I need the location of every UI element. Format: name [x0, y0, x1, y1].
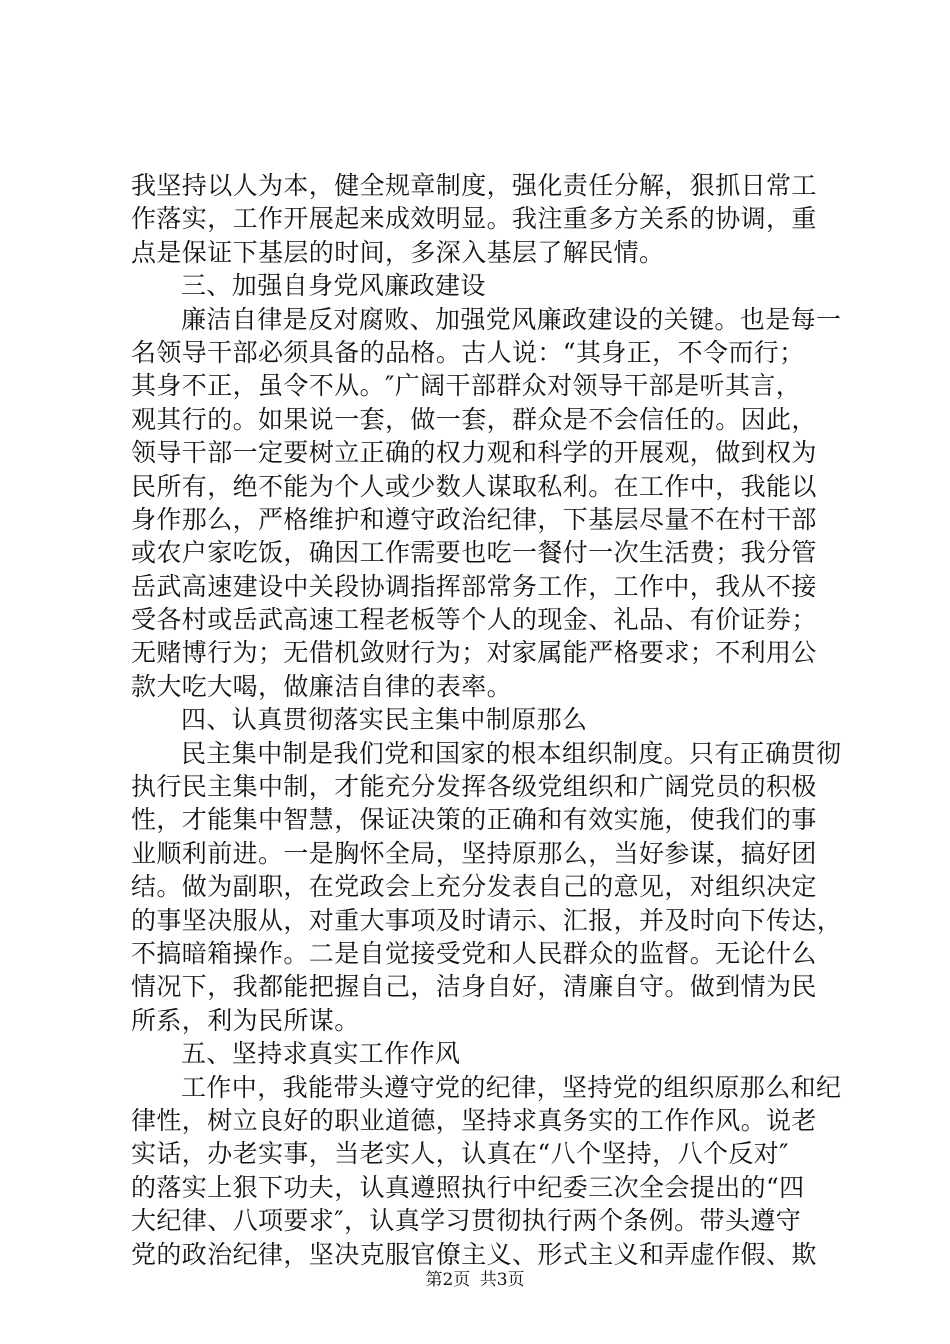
- text-line: 性，才能集中智慧，保证决策的正确和有效实施，使我们的事: [131, 805, 817, 835]
- text-line: 作落实，工作开展起来成效明显。我注重多方关系的协调，重: [131, 204, 817, 234]
- page-number: 第2页: [425, 1270, 471, 1290]
- text-line: 律性，树立良好的职业道德，坚持求真务实的工作作风。说老: [131, 1105, 817, 1135]
- page-footer: [0, 1270, 950, 1290]
- text-line: 领导干部一定要树立正确的权力观和科学的开展观，做到权为: [131, 438, 817, 468]
- text-line: 身作那么，严格维护和遵守政治纪律，下基层尽量不在村干部: [131, 504, 817, 534]
- section-heading: 四、认真贯彻落实民主集中制原那么: [181, 705, 588, 735]
- section-heading: 三、加强自身党风廉政建设: [181, 271, 486, 301]
- text-line: 的事坚决服从，对重大事项及时请示、汇报，并及时向下传达，: [131, 905, 843, 935]
- text-line: 所系，利为民所谋。: [131, 1005, 360, 1035]
- text-line: 不搞暗箱操作。二是自觉接受党和人民群众的监督。无论什么: [131, 938, 817, 968]
- section-heading: 五、坚持求真实工作作风: [181, 1039, 461, 1069]
- text-line: 其身不正，虽令不从。″广阔干部群众对领导干部是听其言，: [131, 371, 802, 401]
- text-line: 民所有，绝不能为个人或少数人谋取私利。在工作中，我能以: [131, 471, 817, 501]
- text-line: 受各村或岳武高速工程老板等个人的现金、礼品、有价证券；: [131, 605, 817, 635]
- text-line: 廉洁自律是反对腐败、加强党风廉政建设的关键。也是每一: [181, 304, 842, 334]
- text-line: 党的政治纪律，坚决克服官僚主义、形式主义和弄虚作假、欺: [131, 1239, 817, 1269]
- text-line: 结。做为副职，在党政会上充分发表自己的意见，对组织决定: [131, 872, 817, 902]
- text-line: 或农户家吃饭，确因工作需要也吃一餐付一次生活费；我分管: [131, 538, 817, 568]
- text-line: 款大吃大喝，做廉洁自律的表率。: [131, 671, 513, 701]
- text-line: 名领导干部必须具备的品格。古人说：“其身正，不令而行；: [131, 337, 805, 367]
- text-line: 民主集中制是我们党和国家的根本组织制度。只有正确贯彻: [181, 738, 842, 768]
- text-line: 实话，办老实事，当老实人，认真在“八个坚持，八个反对″: [131, 1139, 789, 1169]
- text-line: 观其行的。如果说一套，做一套，群众是不会信任的。因此，: [131, 404, 817, 434]
- page-total: 共3页: [479, 1270, 525, 1290]
- text-line: 我坚持以人为本，健全规章制度，强化责任分解，狠抓日常工: [131, 171, 817, 200]
- text-line: 大纪律、八项要求″，认真学习贯彻执行两个条例。带头遵守: [131, 1206, 802, 1236]
- text-line: 情况下，我都能把握自己，洁身自好，清廉自守。做到情为民: [131, 972, 817, 1002]
- text-line: 工作中，我能带头遵守党的纪律，坚持党的组织原那么和纪: [181, 1072, 842, 1102]
- text-line: 的落实上狠下功夫，认真遵照执行中纪委三次全会提出的“四: [131, 1172, 805, 1202]
- text-line: 岳武高速建设中关段协调指挥部常务工作，工作中，我从不接: [131, 571, 817, 601]
- text-line: 业顺利前进。一是胸怀全局，坚持原那么，当好参谋，搞好团: [131, 838, 817, 868]
- text-line: 点是保证下基层的时间，多深入基层了解民情。: [131, 237, 665, 267]
- text-line: 执行民主集中制，才能充分发挥各级党组织和广阔党员的积极: [131, 772, 817, 802]
- text-line: 无赌博行为；无借机敛财行为；对家属能严格要求；不利用公: [131, 638, 817, 668]
- document-body: [131, 169, 843, 1271]
